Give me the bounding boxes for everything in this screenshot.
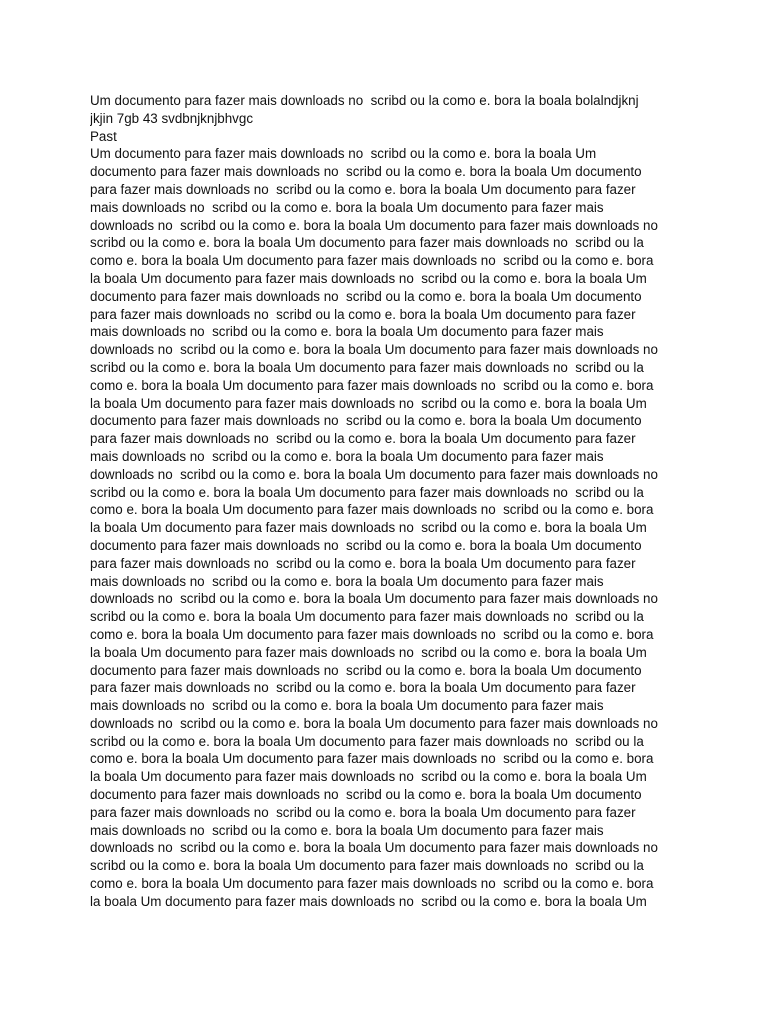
text-line: como e. bora la boala Um documento para fazer mais downloads no scribd ou la como e. bora (90, 751, 654, 767)
text-line: jkjin 7gb 43 svdbnjknjbhvgc (90, 110, 254, 126)
text-line: downloads no scribd ou la como e. bora la boala Um documento para fazer mais downloads no (90, 715, 658, 731)
text-line: la boala Um documento para fazer mais downloads no scribd ou la como e. bora la boala Um (90, 520, 647, 536)
text-line: documento para fazer mais downloads no scribd ou la como e. bora la boala Um documento (90, 288, 642, 304)
text-line: Um documento para fazer mais downloads no scribd ou la como e. bora la boala Um (90, 146, 597, 162)
text-line: para fazer mais downloads no scribd ou la como e. bora la boala Um documento para fazer (90, 431, 636, 447)
text-line: Past (90, 128, 117, 144)
text-line: downloads no scribd ou la como e. bora la boala Um documento para fazer mais downloads no (90, 591, 658, 607)
text-line: scribd ou la como e. bora la boala Um documento para fazer mais downloads no scribd ou la (90, 484, 644, 500)
text-line: para fazer mais downloads no scribd ou la como e. bora la boala Um documento para fazer (90, 555, 636, 571)
text-line: Um documento para fazer mais downloads no scribd ou la como e. bora la boala bolalndjknj (90, 93, 639, 108)
text-line: como e. bora la boala Um documento para fazer mais downloads no scribd ou la como e. bora (90, 876, 654, 892)
text-line: como e. bora la boala Um documento para fazer mais downloads no scribd ou la como e. bora (90, 502, 654, 518)
text-line: la boala Um documento para fazer mais downloads no scribd ou la como e. bora la boala Um (90, 769, 647, 785)
text-line: mais downloads no scribd ou la como e. bora la boala Um documento para fazer mais (90, 573, 604, 589)
text-line: la boala Um documento para fazer mais downloads no scribd ou la como e. bora la boala Um (90, 893, 647, 909)
text-line: documento para fazer mais downloads no scribd ou la como e. bora la boala Um documento (90, 662, 642, 678)
text-line: como e. bora la boala Um documento para fazer mais downloads no scribd ou la como e. bora (90, 377, 654, 393)
text-line: como e. bora la boala Um documento para fazer mais downloads no scribd ou la como e. bora (90, 253, 654, 269)
text-line: la boala Um documento para fazer mais downloads no scribd ou la como e. bora la boala Um (90, 270, 647, 286)
text-line: la boala Um documento para fazer mais downloads no scribd ou la como e. bora la boala Um (90, 644, 647, 660)
text-line: documento para fazer mais downloads no scribd ou la como e. bora la boala Um documento (90, 164, 642, 180)
text-line: para fazer mais downloads no scribd ou la como e. bora la boala Um documento para fazer (90, 804, 636, 820)
text-line: downloads no scribd ou la como e. bora la boala Um documento para fazer mais downloads no (90, 217, 658, 233)
text-line: downloads no scribd ou la como e. bora la boala Um documento para fazer mais downloads no (90, 342, 658, 358)
text-line: como e. bora la boala Um documento para fazer mais downloads no scribd ou la como e. bora (90, 626, 654, 642)
text-line: scribd ou la como e. bora la boala Um documento para fazer mais downloads no scribd ou la (90, 858, 644, 874)
text-line: mais downloads no scribd ou la como e. bora la boala Um documento para fazer mais (90, 199, 604, 215)
text-line: para fazer mais downloads no scribd ou la como e. bora la boala Um documento para fazer (90, 680, 636, 696)
text-line: la boala Um documento para fazer mais downloads no scribd ou la como e. bora la boala Um (90, 395, 647, 411)
text-line: para fazer mais downloads no scribd ou la como e. bora la boala Um documento para fazer (90, 306, 636, 322)
text-line: scribd ou la como e. bora la boala Um documento para fazer mais downloads no scribd ou la (90, 359, 644, 375)
text-line: documento para fazer mais downloads no scribd ou la como e. bora la boala Um documento (90, 787, 642, 803)
text-line: mais downloads no scribd ou la como e. bora la boala Um documento para fazer mais (90, 698, 604, 714)
text-line: documento para fazer mais downloads no scribd ou la como e. bora la boala Um documento (90, 537, 642, 553)
text-line: documento para fazer mais downloads no scribd ou la como e. bora la boala Um documento (90, 413, 642, 429)
text-line: scribd ou la como e. bora la boala Um documento para fazer mais downloads no scribd ou la (90, 733, 644, 749)
text-line: scribd ou la como e. bora la boala Um documento para fazer mais downloads no scribd ou la (90, 235, 644, 251)
text-line: mais downloads no scribd ou la como e. bora la boala Um documento para fazer mais (90, 324, 604, 340)
text-line: para fazer mais downloads no scribd ou la como e. bora la boala Um documento para fazer (90, 181, 636, 197)
document-page (90, 92, 690, 911)
text-line: mais downloads no scribd ou la como e. bora la boala Um documento para fazer mais (90, 448, 604, 464)
text-line: mais downloads no scribd ou la como e. bora la boala Um documento para fazer mais (90, 822, 604, 838)
text-line: downloads no scribd ou la como e. bora la boala Um documento para fazer mais downloads no (90, 466, 658, 482)
text-line: downloads no scribd ou la como e. bora la boala Um documento para fazer mais downloads no (90, 840, 658, 856)
text-line: scribd ou la como e. bora la boala Um documento para fazer mais downloads no scribd ou la (90, 609, 644, 625)
